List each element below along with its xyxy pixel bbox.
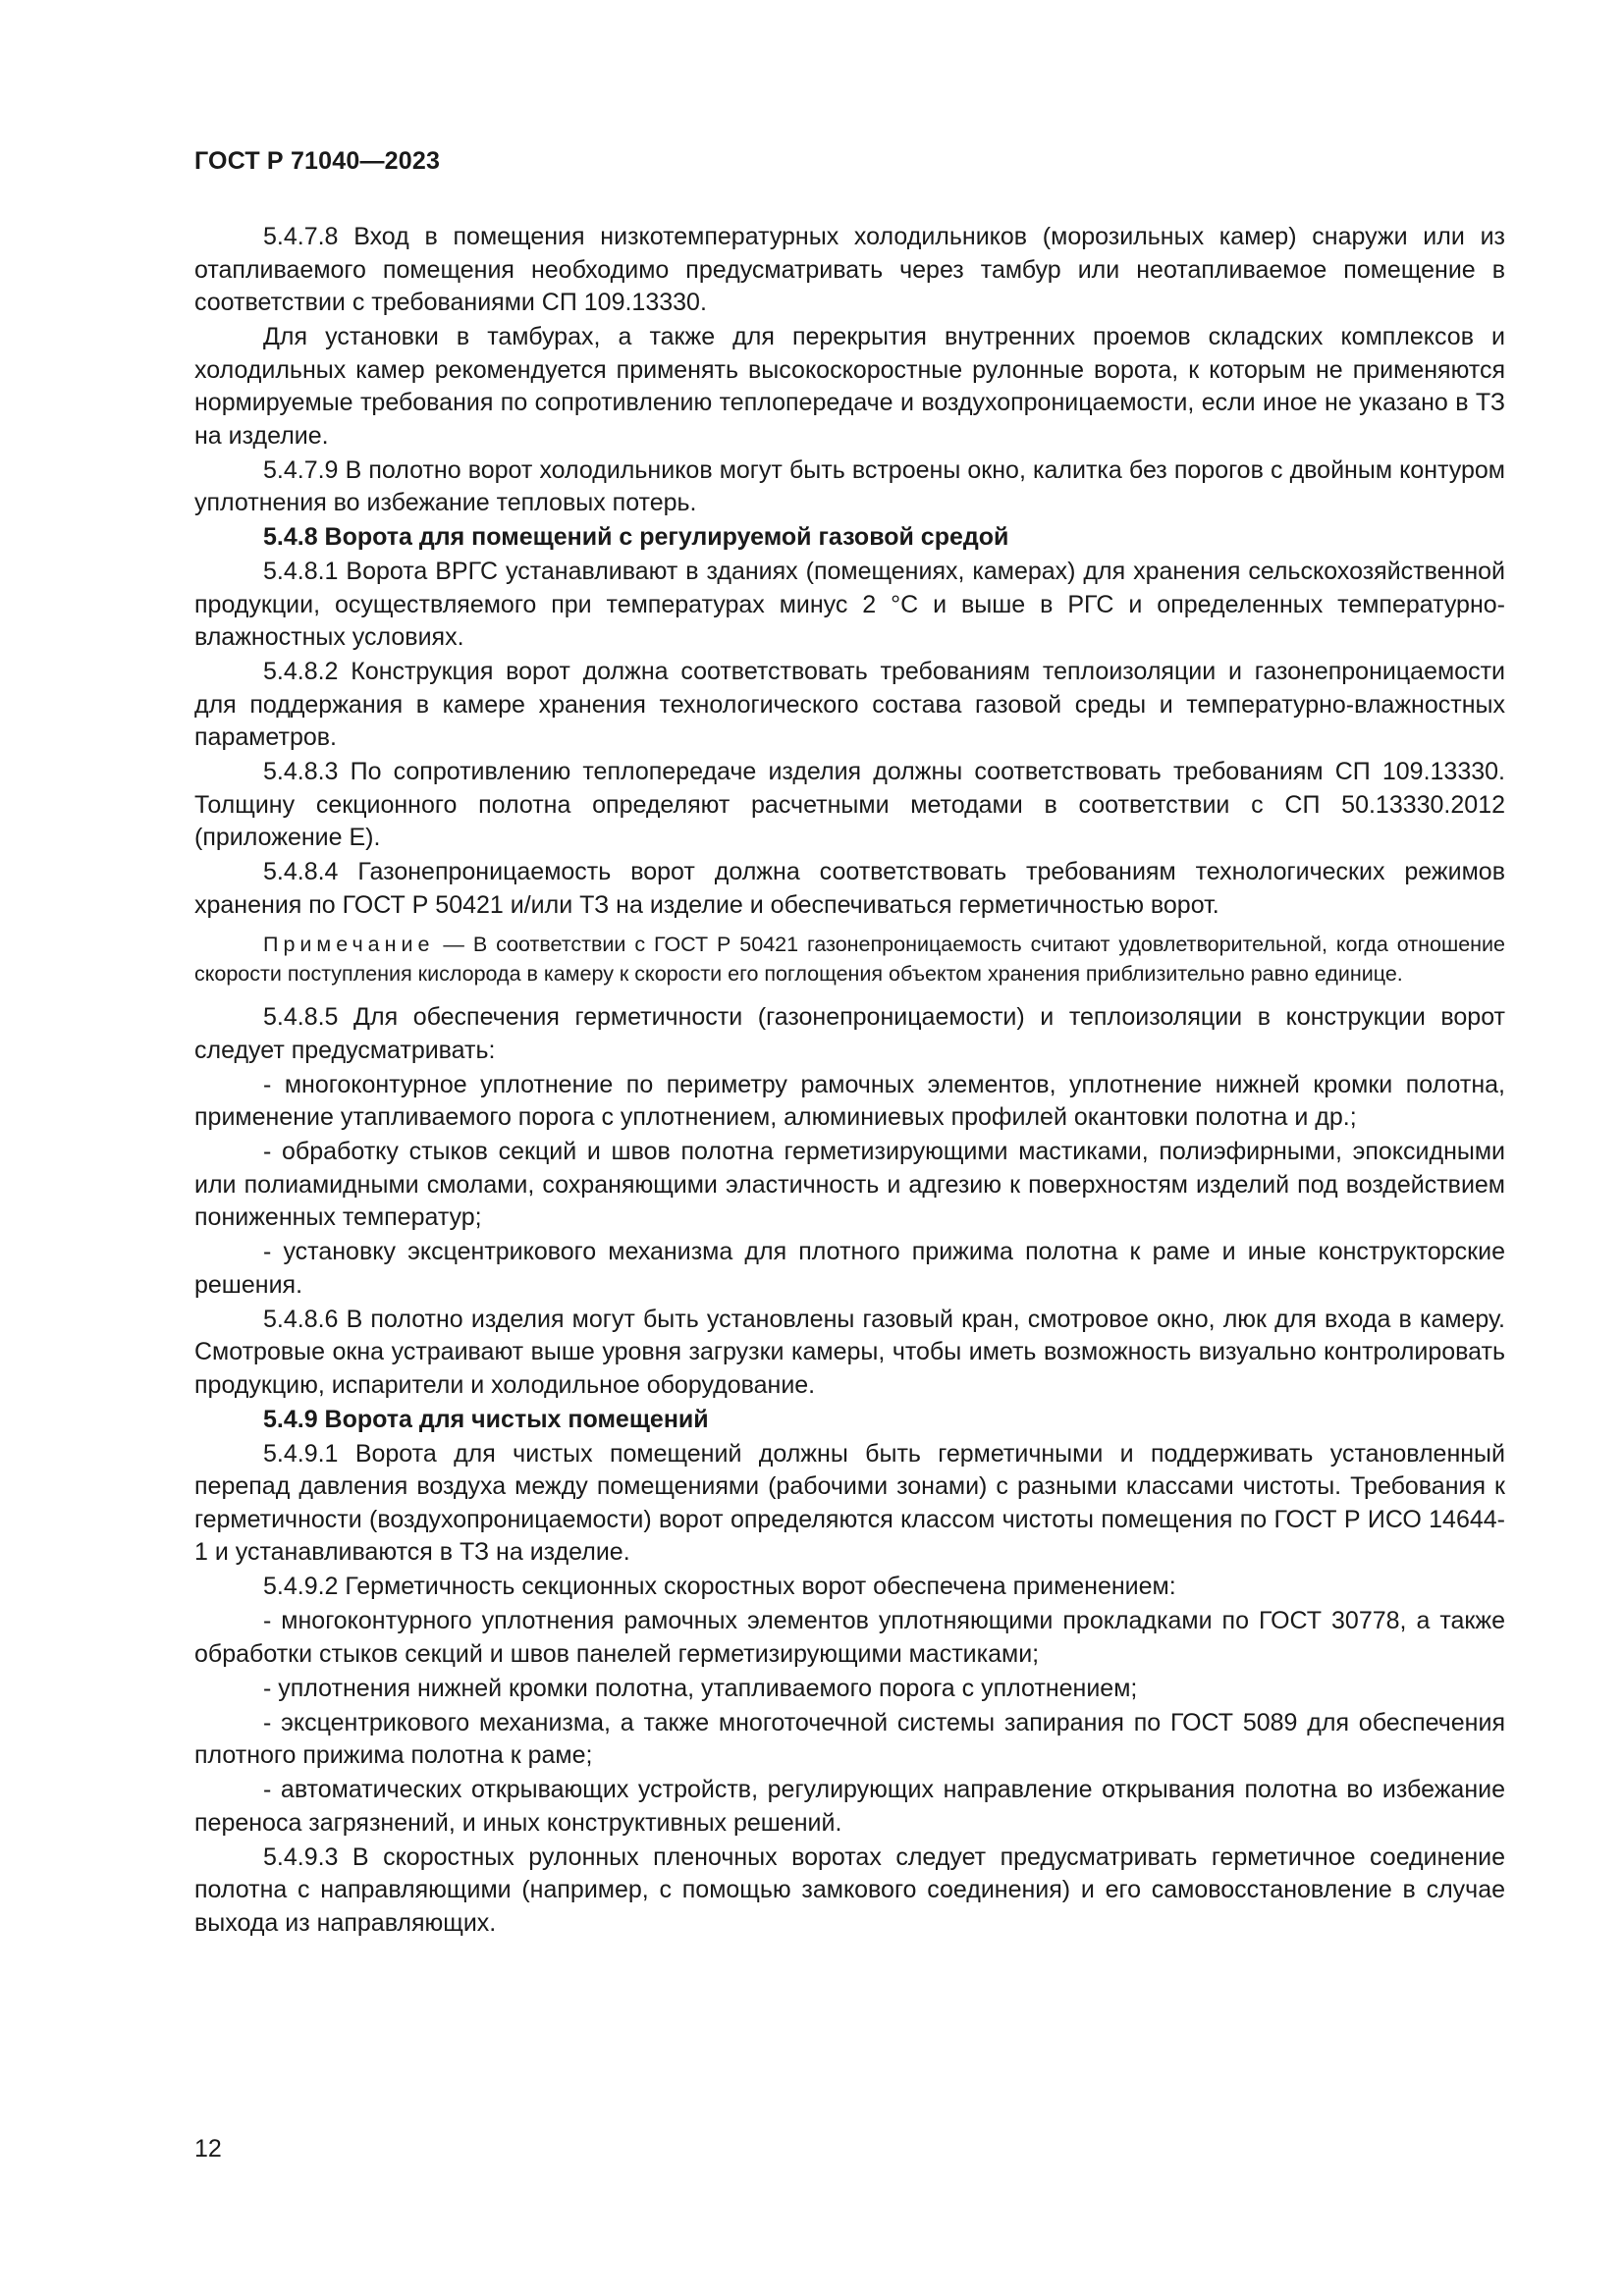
list-item: - обработку стыков секций и швов полотна герметизирующими мастиками, полиэфирными, эпоксидными или полиамидными смолами, сохраняющими эластичность и адгезию к поверхностям изделий под воздействием пониженных температур;: [194, 1138, 1505, 1231]
paragraph-5-4-7-8: 5.4.7.8 Вход в помещения низкотемпературных холодильников (морозильных камер) снаружи или из отапливаемого помещения необходимо предусматривать через тамбур или неотапливаемое помещение в соответствии с требованиями СП 109.13330.: [194, 223, 1505, 316]
paragraph-5-4-8-4: 5.4.8.4 Газонепроницаемость ворот должна соответствовать требованиям технологических режимов хранения по ГОСТ Р 50421 и/или ТЗ на изделие и обеспечиваться герметичностью ворот.: [194, 858, 1505, 919]
paragraph-5-4-9-3: 5.4.9.3 В скоростных рулонных пленочных воротах следует предусматривать герметичное соединение полотна с направляющими (например, с помощью замкового соединения) и его самовосстановление в случае выхода из направляющих.: [194, 1842, 1505, 1937]
list-item: - эксцентрикового механизма, а также многоточечной системы запирания по ГОСТ 5089 для обеспечения плотного прижима полотна к раме;: [194, 1708, 1505, 1769]
list-item: - многоконтурного уплотнения рамочных элементов уплотняющими прокладками по ГОСТ 30778, а также обработки стыков секций и швов панелей герметизирующими мастиками;: [194, 1607, 1505, 1668]
paragraph-5-4-8-3: 5.4.8.3 По сопротивлению теплопередаче изделия должны соответствовать требованиям СП 109.13330. Толщину секционного полотна определяют расчетными методами в соответствии с СП 50.13330.2012 (приложение Е).: [194, 758, 1505, 851]
paragraph-rolling-gates: Для установки в тамбурах, а также для перекрытия внутренних проемов складских комплексов и холодильных камер рекомендуется применять высокоскоростные рулонные ворота, к которым не применяются нормируемые требования по сопротивлению теплопередаче и воздухопроницаемости, если иное не указано в ТЗ на изделие.: [194, 323, 1505, 450]
list-item: - многоконтурное уплотнение по периметру рамочных элементов, уплотнение нижней кромки полотна, применение утапливаемого порога с уплотнением, алюминиевых профилей окантовки полотна и др.;: [194, 1070, 1505, 1131]
list-item: - установку эксцентрикового механизма для плотного прижима полотна к раме и иные конструкторские решения.: [194, 1238, 1505, 1299]
paragraph-5-4-8-1: 5.4.8.1 Ворота ВРГС устанавливают в зданиях (помещениях, камерах) для хранения сельскохозяйственной продукции, осуществляемого при температурах минус 2 °С и выше в РГС и определенных температурно-влажностных условиях.: [194, 558, 1505, 651]
note: [194, 930, 1505, 988]
section-heading-5-4-9: 5.4.9 Ворота для чистых помещений: [263, 1405, 709, 1433]
section-heading-5-4-8: 5.4.8 Ворота для помещений с регулируемой газовой средой: [263, 523, 1009, 551]
note-text: — В соответствии с ГОСТ Р 50421 газонепроницаемость считают удовлетворительной, когда отношение скорости поступления кислорода в камеру к скорости его поглощения объектом хранения приблизительно равно единице.: [194, 933, 1505, 986]
paragraph-5-4-9-2: 5.4.9.2 Герметичность секционных скоростных ворот обеспечена применением:: [263, 1573, 1176, 1600]
list-item: - уплотнения нижней кромки полотна, утапливаемого порога с уплотнением;: [263, 1674, 1138, 1702]
paragraph-5-4-8-2: 5.4.8.2 Конструкция ворот должна соответствовать требованиям теплоизоляции и газонепроницаемости для поддержания в камере хранения технологического состава газовой среды и температурно-влажностных параметров.: [194, 658, 1505, 751]
page-number: 12: [194, 2135, 222, 2163]
standard-code-header: ГОСТ Р 71040—2023: [194, 147, 441, 175]
list-item: - автоматических открывающих устройств, регулирующих направление открывания полотна во избежание переноса загрязнений, и иных конструктивных решений.: [194, 1776, 1505, 1837]
note-label: Примечание: [263, 933, 435, 956]
paragraph-5-4-7-9: 5.4.7.9 В полотно ворот холодильников могут быть встроены окно, калитка без порогов с двойным контуром уплотнения во избежание тепловых потерь.: [194, 455, 1505, 516]
document-body: [194, 221, 1505, 1942]
paragraph-5-4-8-6: 5.4.8.6 В полотно изделия могут быть установлены газовый кран, смотровое окно, люк для входа в камеру. Смотровые окна устраивают выше уровня загрузки камеры, чтобы иметь возможность визуально контролировать продукцию, испарители и холодильное оборудование.: [194, 1305, 1505, 1399]
paragraph-5-4-8-5: 5.4.8.5 Для обеспечения герметичности (газонепроницаемости) и теплоизоляции в конструкции ворот следует предусматривать:: [194, 1003, 1505, 1064]
paragraph-5-4-9-1: 5.4.9.1 Ворота для чистых помещений должны быть герметичными и поддерживать установленный перепад давления воздуха между помещениями (рабочими зонами) с разными классами чистоты. Требования к герметичности (воздухопроницаемости) ворот определяются классом чистоты помещения по ГОСТ Р ИСО 14644-1 и устанавливаются в ТЗ на изделие.: [194, 1439, 1505, 1566]
